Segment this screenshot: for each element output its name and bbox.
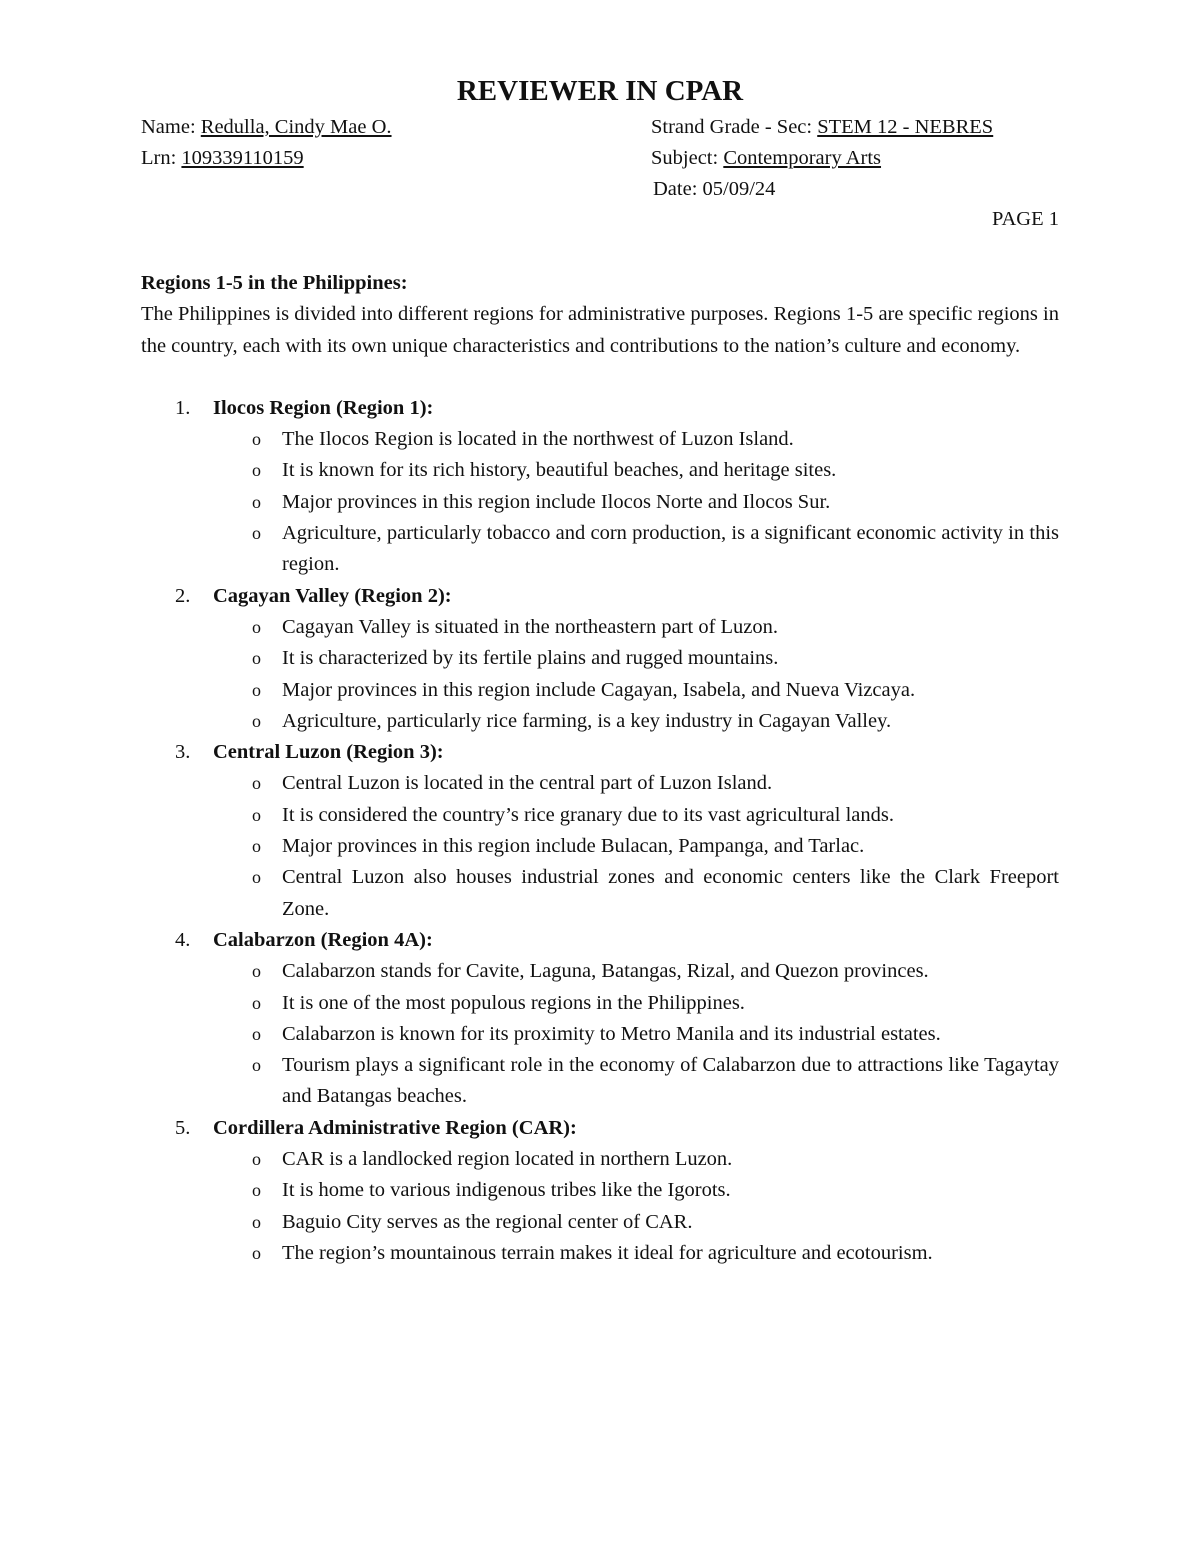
hollow-circle-bullet-icon: o — [252, 992, 261, 1013]
bullet-item — [141, 706, 1059, 737]
name-value: Redulla, Cindy Mae O. — [200, 116, 392, 138]
region-bullet-list — [141, 424, 1059, 580]
hollow-circle-bullet-icon: o — [252, 1055, 261, 1076]
region-title: Ilocos Region (Region 1): — [213, 396, 434, 419]
bullet-item — [141, 1144, 1059, 1175]
hollow-circle-bullet-icon: o — [252, 523, 261, 544]
lrn-label: Lrn: — [141, 147, 177, 169]
hollow-circle-bullet-icon: o — [252, 1180, 261, 1201]
hollow-circle-bullet-icon: o — [252, 961, 261, 982]
bullet-text: Baguio City serves as the regional center of CAR. — [282, 1210, 693, 1233]
bullet-item — [141, 643, 1059, 674]
strand-value: STEM 12 - NEBRES — [817, 116, 994, 138]
bullet-text: It is home to various indigenous tribes like the Igorots. — [282, 1179, 731, 1202]
hollow-circle-bullet-icon: o — [252, 804, 261, 825]
region-bullet-list — [141, 612, 1059, 737]
region-bullet-list — [141, 768, 1059, 924]
regions-section — [141, 268, 1059, 1269]
bullet-text: The Ilocos Region is located in the northwest of Luzon Island. — [282, 428, 794, 451]
date-label: Date: — [653, 178, 698, 200]
date-value: 05/09/24 — [702, 178, 776, 200]
regions-list — [141, 393, 1059, 1269]
region-item — [141, 581, 1059, 737]
region-number: 1. — [175, 396, 191, 419]
bullet-item — [141, 1207, 1059, 1238]
bullet-text: Agriculture, particularly rice farming, is a key industry in Cagayan Valley. — [282, 709, 892, 732]
bullet-text: Cagayan Valley is situated in the northeastern part of Luzon. — [282, 615, 779, 638]
hollow-circle-bullet-icon: o — [252, 1242, 261, 1263]
region-item — [141, 925, 1059, 1113]
bullet-item — [141, 518, 1059, 581]
hollow-circle-bullet-icon: o — [252, 1211, 261, 1232]
bullet-item — [141, 1019, 1059, 1050]
bullet-item — [141, 455, 1059, 486]
region-number: 3. — [175, 741, 191, 764]
hollow-circle-bullet-icon: o — [252, 710, 261, 731]
bullet-text: It is considered the country’s rice granary due to its vast agricultural lands. — [282, 803, 894, 826]
bullet-text: It is known for its rich history, beautiful beaches, and heritage sites. — [282, 459, 837, 482]
subject-label: Subject: — [651, 147, 719, 169]
region-number: 2. — [175, 584, 191, 607]
intro-paragraph: The Philippines is divided into different regions for administrative purposes. Regions 1-5 are specific regions in the country, each with its own unique characteristics and contributions to the nation’s culture and economy. — [141, 303, 1059, 357]
document-title: REVIEWER IN CPAR — [456, 75, 744, 107]
bullet-text: Calabarzon is known for its proximity to Metro Manila and its industrial estates. — [282, 1022, 941, 1045]
hollow-circle-bullet-icon: o — [252, 679, 261, 700]
bullet-text: Major provinces in this region include Ilocos Norte and Ilocos Sur. — [282, 490, 831, 513]
bullet-item — [141, 424, 1059, 455]
document-page — [141, 0, 1059, 1553]
bullet-item — [141, 1175, 1059, 1206]
lrn-value: 109339110159 — [181, 147, 304, 169]
bullet-text: Agriculture, particularly tobacco and corn production, is a significant economic activity in this region. — [282, 522, 1059, 576]
bullet-item — [141, 1238, 1059, 1269]
region-title: Central Luzon (Region 3): — [213, 741, 444, 764]
hollow-circle-bullet-icon: o — [252, 773, 261, 794]
bullet-text: Major provinces in this region include Cagayan, Isabela, and Nueva Vizcaya. — [282, 678, 916, 701]
bullet-text: Tourism plays a significant role in the economy of Calabarzon due to attractions like Tagaytay and Batangas beaches. — [282, 1054, 1059, 1108]
bullet-text: Central Luzon is located in the central part of Luzon Island. — [282, 772, 773, 795]
bullet-item — [141, 675, 1059, 706]
region-item — [141, 1113, 1059, 1269]
bullet-text: Major provinces in this region include Bulacan, Pampanga, and Tarlac. — [282, 835, 865, 858]
bullet-text: The region’s mountainous terrain makes it ideal for agriculture and ecotourism. — [282, 1241, 933, 1264]
region-bullet-list — [141, 1144, 1059, 1269]
region-bullet-list — [141, 956, 1059, 1112]
page-number: PAGE 1 — [991, 208, 1059, 230]
bullet-text: CAR is a landlocked region located in northern Luzon. — [282, 1148, 733, 1171]
region-item — [141, 393, 1059, 581]
hollow-circle-bullet-icon: o — [252, 836, 261, 857]
strand-field — [651, 112, 993, 143]
date-field — [653, 174, 775, 205]
region-number: 5. — [175, 1116, 191, 1139]
section-heading: Regions 1-5 in the Philippines: — [141, 272, 408, 294]
region-item — [141, 737, 1059, 925]
hollow-circle-bullet-icon: o — [252, 460, 261, 481]
region-number: 4. — [175, 928, 191, 951]
bullet-text: It is characterized by its fertile plains and rugged mountains. — [282, 647, 779, 670]
region-title: Cagayan Valley (Region 2): — [213, 584, 452, 607]
hollow-circle-bullet-icon: o — [252, 648, 261, 669]
bullet-item — [141, 831, 1059, 862]
subject-value: Contemporary Arts — [723, 147, 882, 169]
bullet-item — [141, 1050, 1059, 1113]
hollow-circle-bullet-icon: o — [252, 491, 261, 512]
bullet-item — [141, 612, 1059, 643]
hollow-circle-bullet-icon: o — [252, 429, 261, 450]
bullet-item — [141, 800, 1059, 831]
lrn-field — [141, 143, 304, 174]
strand-label: Strand Grade - Sec: — [651, 116, 813, 138]
region-title: Cordillera Administrative Region (CAR): — [213, 1116, 577, 1139]
hollow-circle-bullet-icon: o — [252, 616, 261, 637]
bullet-item — [141, 956, 1059, 987]
bullet-text: Calabarzon stands for Cavite, Laguna, Batangas, Rizal, and Quezon provinces. — [282, 960, 929, 983]
region-title: Calabarzon (Region 4A): — [213, 928, 433, 951]
bullet-text: It is one of the most populous regions in the Philippines. — [282, 991, 745, 1014]
subject-field — [651, 143, 881, 174]
bullet-item — [141, 768, 1059, 799]
name-field — [141, 112, 392, 143]
hollow-circle-bullet-icon: o — [252, 1149, 261, 1170]
bullet-item — [141, 862, 1059, 925]
hollow-circle-bullet-icon: o — [252, 1023, 261, 1044]
hollow-circle-bullet-icon: o — [252, 867, 261, 888]
bullet-text: Central Luzon also houses industrial zones and economic centers like the Clark Freeport Zone. — [282, 866, 1059, 920]
bullet-item — [141, 487, 1059, 518]
bullet-item — [141, 988, 1059, 1019]
name-label: Name: — [141, 116, 196, 138]
